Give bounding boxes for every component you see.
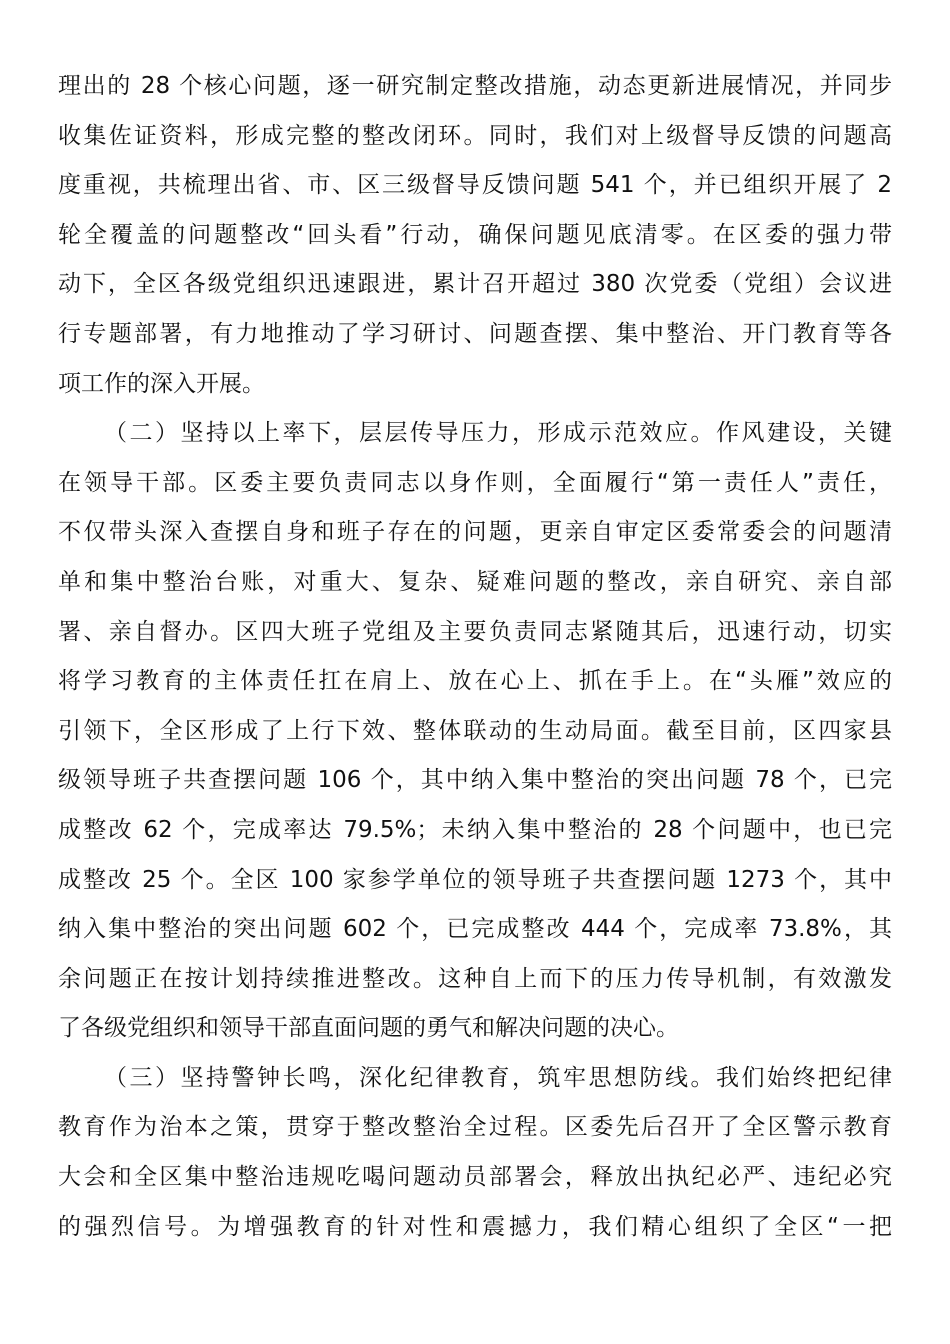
- paragraph-2-line-4: 单和集中整治台账，对重大、复杂、疑难问题的整改，亲自研究、亲自部: [58, 568, 892, 595]
- paragraph-2-line-12: 余问题正在按计划持续推进整改。这种自上而下的压力传导机制，有效激发: [58, 965, 892, 992]
- paragraph-3-line-4: 的强烈信号。为增强教育的针对性和震撼力，我们精心组织了全区“一把: [58, 1213, 892, 1240]
- paragraph-3-line-3: 大会和全区集中整治违规吃喝问题动员部署会，释放出执纪必严、违纪必究: [58, 1164, 892, 1191]
- paragraph-1-line-3: 度重视，共梳理出省、市、区三级督导反馈问题 541 个，并已组织开展了 2: [58, 172, 892, 199]
- paragraph-2-line-11: 纳入集中整治的突出问题 602 个，已完成整改 444 个，完成率 73.8%，其: [58, 916, 892, 943]
- paragraph-2-line-8: 级领导班子共查摆问题 106 个，其中纳入集中整治的突出问题 78 个，已完: [58, 767, 892, 794]
- paragraph-2-line-10: 成整改 25 个。全区 100 家参学单位的领导班子共查摆问题 1273 个，其中: [58, 866, 892, 893]
- paragraph-1-line-4: 轮全覆盖的问题整改“回头看”行动，确保问题见底清零。在区委的强力带: [58, 221, 892, 248]
- paragraph-2-line-2: 在领导干部。区委主要负责同志以身作则，全面履行“第一责任人”责任，: [58, 469, 892, 496]
- paragraph-1-line-5: 动下，全区各级党组织迅速跟进，累计召开超过 380 次党委（党组）会议进: [58, 271, 892, 298]
- paragraph-1-line-6: 行专题部署，有力地推动了学习研讨、问题查摆、集中整治、开门教育等各: [58, 320, 892, 347]
- paragraph-2-line-3: 不仅带头深入查摆自身和班子存在的问题，更亲自审定区委常委会的问题清: [58, 519, 892, 546]
- paragraph-1-line-2: 收集佐证资料，形成完整的整改闭环。同时，我们对上级督导反馈的问题高: [58, 122, 892, 149]
- paragraph-2-line-1: （二）坚持以上率下，层层传导压力，形成示范效应。作风建设，关键: [104, 420, 892, 447]
- paragraph-2-line-13: 了各级党组织和领导干部直面问题的勇气和解决问题的决心。: [58, 1015, 679, 1042]
- paragraph-1-line-7: 项工作的深入开展。: [58, 370, 265, 397]
- paragraph-2-line-6: 将学习教育的主体责任扛在肩上、放在心上、抓在手上。在“头雁”效应的: [58, 668, 892, 695]
- paragraph-2-line-7: 引领下，全区形成了上行下效、整体联动的生动局面。截至目前，区四家县: [58, 717, 892, 744]
- paragraph-1-line-1: 理出的 28 个核心问题，逐一研究制定整改措施，动态更新进展情况，并同步: [58, 73, 892, 99]
- paragraph-3-line-2: 教育作为治本之策，贯穿于整改整治全过程。区委先后召开了全区警示教育: [58, 1114, 892, 1141]
- paragraph-3-line-1: （三）坚持警钟长鸣，深化纪律教育，筑牢思想防线。我们始终把纪律: [104, 1064, 892, 1091]
- paragraph-2-line-5: 署、亲自督办。区四大班子党组及主要负责同志紧随其后，迅速行动，切实: [58, 618, 892, 645]
- paragraph-2-line-9: 成整改 62 个，完成率达 79.5%；未纳入集中整治的 28 个问题中，也已完: [58, 816, 892, 843]
